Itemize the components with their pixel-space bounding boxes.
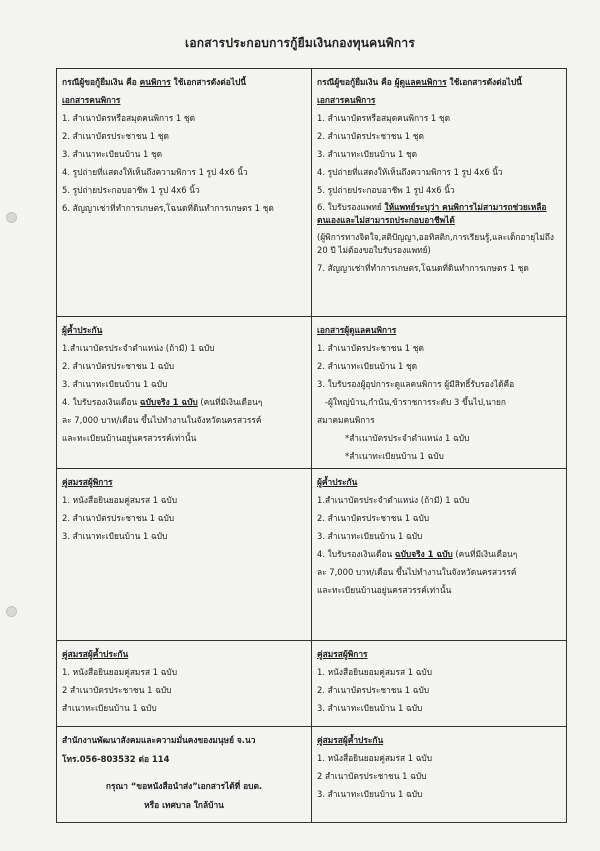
list-item: 1. หนังสือยินยอมคู่สมรส 1 ฉบับ [317,667,433,677]
cell-spouse-of-guarantor-left [57,641,312,727]
list-item: 2 สำเนาบัตรประชาชน 1 ฉบับ [62,685,172,695]
section-title: เอกสารคนพิการ [62,95,121,105]
list-item: สำเนาทะเบียนบ้าน 1 ฉบับ [62,703,157,713]
list-item: 2. สำเนาบัตรประชาชน 1 ฉบับ [317,513,430,523]
list-item-continued: ละ 7,000 บาท/เดือน ขึ้นไปทำงานในจังหวัดนครสวรรค์ [317,567,517,577]
sub-item-continued: สมาคมคนพิการ [317,415,375,425]
list-item: 3. สำเนาทะเบียนบ้าน 1 ฉบับ [317,703,423,713]
list-item: 3. สำเนาทะเบียนบ้าน 1 ชุด [317,149,418,159]
list-item: 3. ใบรับรองผู้อุปการะดูแลคนพิการ ผู้มีสิทธิ์รับรองได้คือ [317,379,515,389]
section-title: คู่สมรสผู้พิการ [317,649,368,659]
cell-spouse-of-guarantor-right [312,727,567,823]
section-title: คู่สมรสผู้ค้ำประกัน [317,735,384,745]
list-item: 1. สำเนาบัตรหรือสมุดคนพิการ 1 ชุด [317,113,451,123]
list-item: 2. สำเนาบัตรประชาชน 1 ชุด [317,131,424,141]
list-item: 7. สัญญาเช่าที่ทำการเกษตร,โฉนดที่ดินทำการเกษตร 1 ชุด [317,263,529,273]
cell-guarantor-left [57,317,312,469]
extra-item: *สำเนาบัตรประจำตำแหน่ง 1 ฉบับ [345,433,470,443]
sub-item: -ผู้ใหญ่บ้าน,กำนัน,ข้าราชการระดับ 3 ขึ้นไป,นายก [325,397,507,407]
list-item: 2. สำเนาบัตรประชาชน 1 ชุด [62,131,169,141]
cell-caregiver-docs [312,317,567,469]
request-note: กรุณา “ขอหนังสือนำส่ง”เอกสารได้ที่ อบต. [105,781,263,791]
office-name: สำนักงานพัฒนาสังคมและความมั่นคงของมนุษย์ จ.นว [62,735,256,745]
cell-guarantor-right [312,469,567,641]
section-title: เอกสารคนพิการ [317,95,376,105]
cell-office-contact [57,727,312,823]
list-item-continued: และทะเบียนบ้านอยู่นครสวรรค์เท่านั้น [317,585,452,595]
heading-disabled-borrower: กรณีผู้ขอกู้ยืมเงิน คือ คนพิการ ใช้เอกสารดังต่อไปนี้ [62,77,246,87]
list-item: 3. สำเนาทะเบียนบ้าน 1 ฉบับ [62,531,168,541]
extra-item: *สำเนาทะเบียนบ้าน 1 ฉบับ [345,451,444,461]
list-item: 2. สำเนาบัตรประชาชน 1 ฉบับ [317,685,430,695]
list-item: 2. สำเนาทะเบียนบ้าน 1 ชุด [317,361,418,371]
heading-caregiver-borrower: กรณีผู้ขอกู้ยืมเงิน คือ ผู้ดูแลคนพิการ ใช้เอกสารดังต่อไปนี้ [317,77,522,87]
list-item: 3. สำเนาทะเบียนบ้าน 1 ฉบับ [317,531,423,541]
list-item: 3. สำเนาทะเบียนบ้าน 1 ฉบับ [62,379,168,389]
punch-hole-bottom [6,606,17,617]
page-title: เอกสารประกอบการกู้ยืมเงินกองทุนคนพิการ [185,36,415,50]
cell-spouse-of-disabled-left [57,469,312,641]
section-title: คู่สมรสผู้พิการ [62,477,113,487]
list-item: 3. สำเนาทะเบียนบ้าน 1 ชุด [62,149,163,159]
section-title: ผู้ค้ำประกัน [317,477,358,487]
list-item: 1. สำเนาบัตรประชาชน 1 ชุด [317,343,424,353]
list-item-continued: และทะเบียนบ้านอยู่นครสวรรค์เท่านั้น [62,433,197,443]
section-title: เอกสารผู้ดูแลคนพิการ [317,325,397,335]
list-item: 1.สำเนาบัตรประจำตำแหน่ง (ถ้ามี) 1 ฉบับ [317,495,470,505]
document-table [56,68,567,823]
cell-disabled-borrower [57,69,312,317]
cell-caregiver-borrower [312,69,567,317]
list-item: 4. รูปถ่ายที่แสดงให้เห็นถึงความพิการ 1 รูป 4x6 นิ้ว [62,167,248,177]
list-item-continued: ละ 7,000 บาท/เดือน ขึ้นไปทำงานในจังหวัดนครสวรรค์ [62,415,262,425]
office-phone: โทร.056-803532 ต่อ 114 [62,754,170,764]
list-item: 1. สำเนาบัตรหรือสมุดคนพิการ 1 ชุด [62,113,196,123]
cell-spouse-of-disabled-right [312,641,567,727]
list-item: 6. สัญญาเช่าที่ทำการเกษตร,โฉนดที่ดินทำการเกษตร 1 ชุด [62,203,274,213]
list-item-salary-certificate: 4. ใบรับรองเงินเดือน ฉบับจริง 1 ฉบับ (คนที่มีเงินเดือนๆ [62,397,263,407]
list-item: 2. สำเนาบัตรประชาชน 1 ฉบับ [62,513,175,523]
list-item: 3. สำเนาทะเบียนบ้าน 1 ฉบับ [317,789,423,799]
list-item: 4. รูปถ่ายที่แสดงให้เห็นถึงความพิการ 1 รูป 4x6 นิ้ว [317,167,503,177]
list-item-medical-certificate: 6. ใบรับรองแพทย์ ให้แพทย์ระบุว่า คนพิการไม่สามารถช่วยเหลือตนเองและไม่สามารถประกอบอาชีพได้ [317,202,547,225]
section-title: คู่สมรสผู้ค้ำประกัน [62,649,129,659]
list-item-salary-certificate: 4. ใบรับรองเงินเดือน ฉบับจริง 1 ฉบับ (คนที่มีเงินเดือนๆ [317,549,518,559]
request-note-continued: หรือ เทศบาล ใกล้บ้าน [144,800,224,810]
medical-note: (ผู้พิการทางจิตใจ,สติปัญญา,ออทิสติก,การเรียนรู้,และเด็กอายุไม่ถึง 20 ปี ไม่ต้องขอใบรับรองแพทย์) [317,232,555,255]
list-item: 1.สำเนาบัตรประจำตำแหน่ง (ถ้ามี) 1 ฉบับ [62,343,215,353]
list-item: 1. หนังสือยินยอมคู่สมรส 1 ฉบับ [317,753,433,763]
list-item: 1. หนังสือยินยอมคู่สมรส 1 ฉบับ [62,495,178,505]
punch-hole-top [6,212,17,223]
section-title: ผู้ค้ำประกัน [62,325,103,335]
list-item: 2. สำเนาบัตรประชาชน 1 ฉบับ [62,361,175,371]
list-item: 5. รูปถ่ายประกอบอาชีพ 1 รูป 4x6 นิ้ว [317,185,455,195]
list-item: 2 สำเนาบัตรประชาชน 1 ฉบับ [317,771,427,781]
list-item: 1. หนังสือยินยอมคู่สมรส 1 ฉบับ [62,667,178,677]
list-item: 5. รูปถ่ายประกอบอาชีพ 1 รูป 4x6 นิ้ว [62,185,200,195]
